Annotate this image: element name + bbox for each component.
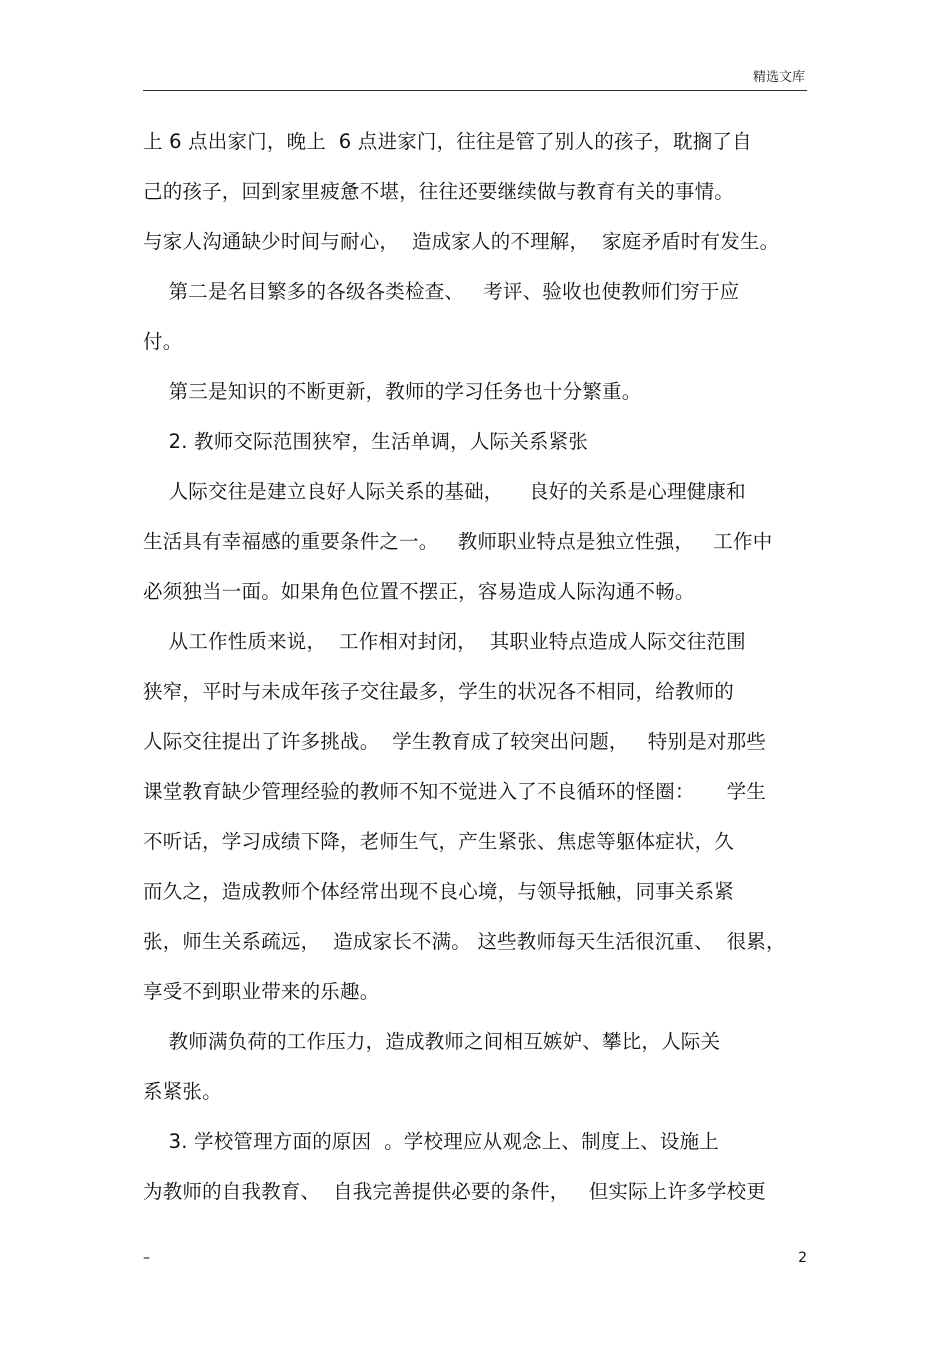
text-line: 不听话，学习成绩下降，老师生气，产生紧张、焦虑等躯体症状，久 xyxy=(143,830,735,853)
header-label: 精选文库 xyxy=(752,70,805,85)
text-line: 生活具有幸福感的重要条件之一。 教师职业特点是独立性强， 工作中 xyxy=(143,530,773,553)
text-line: 付。 xyxy=(143,330,183,353)
header-rule xyxy=(143,90,807,91)
text-line: 系紧张。 xyxy=(143,1080,222,1103)
text-line: 狭窄，平时与未成年孩子交往最多，学生的状况各不相同，给教师的 xyxy=(143,680,735,703)
footer-dash: – xyxy=(143,1250,150,1266)
text-line: 第三是知识的不断更新，教师的学习任务也十分繁重。 xyxy=(143,380,642,403)
text-line: 2. 教师交际范围狭窄，生活单调，人际关系紧张 xyxy=(143,430,588,453)
text-line: 教师满负荷的工作压力，造成教师之间相互嫉妒、攀比，人际关 xyxy=(143,1030,721,1053)
text-line: 必须独当一面。如果角色位置不摆正，容易造成人际沟通不畅。 xyxy=(143,580,695,603)
text-line: 而久之，造成教师个体经常出现不良心境，与领导抵触，同事关系紧 xyxy=(143,880,735,903)
text-line: 享受不到职业带来的乐趣。 xyxy=(143,980,380,1003)
text-line: 人际交往提出了许多挑战。 学生教育成了较突出问题， 特别是对那些 xyxy=(143,730,766,753)
text-line: 从工作性质来说， 工作相对封闭， 其职业特点造成人际交往范围 xyxy=(143,630,746,653)
page-number: 2 xyxy=(798,1250,807,1266)
text-line: 与家人沟通缺少时间与耐心， 造成家人的不理解， 家庭矛盾时有发生。 xyxy=(143,230,780,253)
text-line: 第二是名目繁多的各级各类检查、 考评、验收也使教师们穷于应 xyxy=(143,280,740,303)
text-line: 人际交往是建立良好人际关系的基础， 良好的关系是心理健康和 xyxy=(143,480,746,503)
text-line: 课堂教育缺少管理经验的教师不知不觉进入了不良循环的怪圈： 学生 xyxy=(143,780,766,803)
text-line: 上 6 点出家门，晚上 6 点进家门，往往是管了别人的孩子，耽搁了自 xyxy=(143,130,752,153)
text-line: 己的孩子，回到家里疲惫不堪，往往还要继续做与教育有关的事情。 xyxy=(143,180,735,203)
text-line: 张，师生关系疏远， 造成家长不满。 这些教师每天生活很沉重、 很累， xyxy=(143,930,786,953)
text-line: 3. 学校管理方面的原因 。学校理应从观念上、制度上、设施上 xyxy=(143,1130,719,1153)
text-line: 为教师的自我教育、 自我完善提供必要的条件， 但实际上许多学校更 xyxy=(143,1180,766,1203)
